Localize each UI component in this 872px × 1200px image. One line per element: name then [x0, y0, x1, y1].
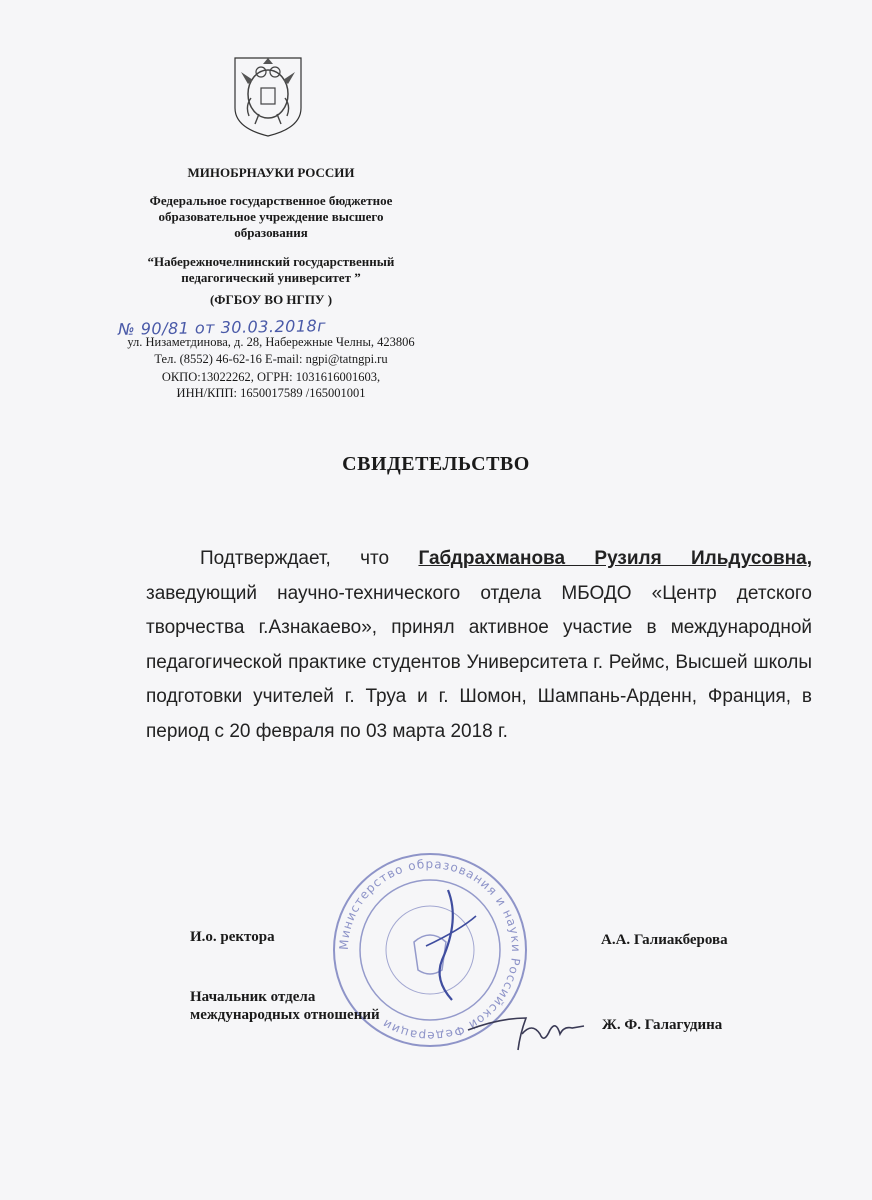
- recipient-name: Габдрахманова Рузиля Ильдусовна,: [418, 548, 812, 569]
- institution-type: Федеральное государственное бюджетное образовательное учреждение высшего образования: [149, 193, 393, 240]
- rector-name: А.А. Галиакберова: [601, 932, 728, 948]
- tax-codes: ИНН/КПП: 1650017589 /165001001: [176, 386, 366, 400]
- handwritten-signature: [460, 1000, 590, 1060]
- ministry-name: МИНОБРНАУКИ РОССИИ: [187, 165, 355, 180]
- body-text: заведующий научно-технического отдела МБОДО «Центр детского творчества г.Азнакаево», принял активное участие в международной педагогической практике студентов Университета г. Реймс, Высшей школы подготовки учителей г. Труа и г. Шомон, Шампань-Арденн, Франция, в период с 20 февраля по 03 марта 2018 г.: [146, 582, 812, 742]
- registration-number: № 90/81 от 30.03.2018г: [117, 316, 327, 339]
- document-title: СВИДЕТЕЛЬСТВО: [342, 453, 530, 475]
- department-head-title: Начальник отдела международных отношений: [190, 989, 380, 1023]
- intro-text: Подтверждает, что: [200, 548, 390, 569]
- university-abbreviation: (ФГБОУ ВО НГПУ ): [209, 292, 333, 307]
- address-line: ул. Низаметдинова, д. 28, Набережные Челны, 423806: [127, 335, 415, 349]
- svg-text:Министерство образования и нау: Министерство образования и науки Российской Федерации: [336, 856, 524, 1044]
- certificate-body: [146, 542, 812, 749]
- rector-title: И.о. ректора: [190, 929, 275, 945]
- contact-line: Тел. (8552) 46-62-16 E-mail: ngpi@tatngpi.ru: [154, 352, 388, 366]
- university-name: “Набережночелнинский государственный педагогический университет ”: [147, 254, 395, 285]
- coat-of-arms-emblem: [231, 54, 305, 138]
- department-head-name: Ж. Ф. Галагудина: [602, 1017, 723, 1033]
- registry-codes: ОКПО:13022262, ОГРН: 1031616001603,: [161, 370, 381, 384]
